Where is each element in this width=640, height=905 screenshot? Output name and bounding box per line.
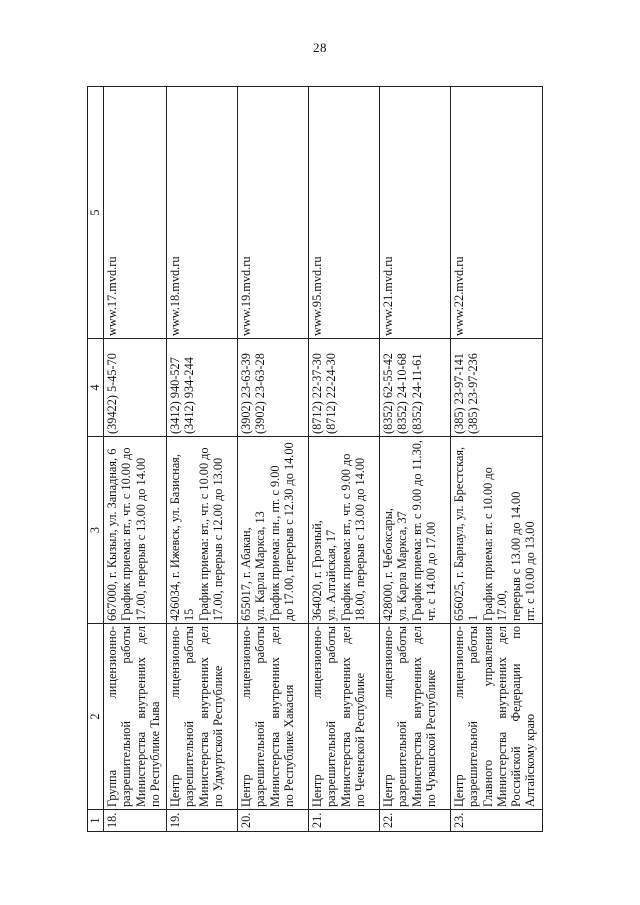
row-number-cell <box>309 810 380 832</box>
address-schedule-line: График приема: вт., чт. с 10.00 до <box>196 447 211 621</box>
header-col-3: 3 <box>88 437 104 624</box>
address-schedule-cell <box>104 437 167 624</box>
organization-name-line: Центр лицензионно- <box>381 626 395 807</box>
phone-number: (3412) 934-244 <box>182 357 197 434</box>
organization-name-line: Группа лицензионно- <box>105 626 119 807</box>
organization-name-line: Министерства внутренних дел <box>338 626 353 807</box>
address-schedule-line: 656025, г. Барнаул, ул. Брестская, 1 <box>452 446 481 621</box>
organization-name-line: разрешительной работы <box>395 626 410 807</box>
organization-name-line: Министерства внутренних дел <box>409 626 424 807</box>
organization-name-line: разрешительной работы <box>466 626 481 807</box>
phones-cell <box>451 339 543 437</box>
phone-number: (3902) 23-63-39 <box>239 353 253 434</box>
address-schedule-line: пт. с 10.00 до 13.00 <box>523 521 538 621</box>
organization-name-line: разрешительной работы <box>182 626 197 807</box>
website-text: www.19.mvd.ru <box>239 256 253 336</box>
website-text: www.17.mvd.ru <box>105 256 119 336</box>
address-schedule-line: 364020, г. Грозный, <box>310 520 324 621</box>
header-col-2: 2 <box>88 624 104 810</box>
row-number-cell <box>451 810 543 832</box>
address-schedule-cell <box>238 437 309 624</box>
table-row <box>451 87 543 832</box>
phone-number: (3902) 23-63-28 <box>253 353 268 434</box>
address-schedule-cell <box>380 437 451 624</box>
address-schedule-line: 426034, г. Ижевск, ул. Базисная, 15 <box>168 454 197 621</box>
row-number-cell <box>104 810 167 832</box>
phone-number: (8352) 24-11-61 <box>409 353 424 434</box>
row-number: 22. <box>381 812 395 828</box>
organization-name-line: по Чувашской Республике <box>423 669 438 807</box>
address-schedule-cell <box>451 437 543 624</box>
table-body <box>104 87 543 832</box>
address-schedule-line: перерыв с 13.00 до 14.00 <box>509 491 524 621</box>
row-number: 21. <box>310 812 324 828</box>
row-number-cell <box>380 810 451 832</box>
address-schedule-line: чт. с 14.00 до 17.00 <box>423 521 438 621</box>
organization-name-line: Российской Федерации по <box>509 626 524 807</box>
address-schedule-line: ул. Алтайская, 17 <box>324 529 339 621</box>
table-row <box>309 87 380 832</box>
phones-cell <box>238 339 309 437</box>
row-number: 20. <box>239 812 253 828</box>
licensing-centers-table <box>87 86 543 832</box>
organization-name-line: по Республике Хакасия <box>281 684 296 807</box>
organization-name-line: Главного управления <box>480 626 495 807</box>
address-schedule-line: График приема: вт. с 10.00 до 17.00, <box>480 467 509 621</box>
page-number: 28 <box>313 40 327 55</box>
phones-cell <box>167 339 238 437</box>
organization-name-line: Центр лицензионно- <box>168 626 182 807</box>
address-schedule-line: до 17.00, перерыв с 12.30 до 14.00 <box>281 442 296 621</box>
address-schedule-line: ул. Карла Маркса, 37 <box>395 511 410 621</box>
header-col-1: 1 <box>88 810 104 832</box>
organization-name-cell <box>309 624 380 810</box>
address-schedule-line: 17.00, перерыв с 13.00 до 14.00 <box>133 457 148 621</box>
website-cell <box>104 87 167 339</box>
table-row <box>380 87 451 832</box>
organization-name-line: Министерства внутренних дел <box>133 626 148 807</box>
organization-name-cell <box>238 624 309 810</box>
header-col-4: 4 <box>88 339 104 437</box>
website-cell <box>167 87 238 339</box>
phone-number: (3412) 940-527 <box>168 357 182 434</box>
address-schedule-line: 428000, г. Чебоксары, <box>381 508 395 621</box>
address-schedule-line: 17.00, перерыв с 12.00 до 13.00 <box>210 457 225 621</box>
phones-cell <box>380 339 451 437</box>
address-schedule-line: 655017, г. Абакан, <box>239 527 253 621</box>
address-schedule-line: 18.00, перерыв с 13.00 до 14.00 <box>352 457 367 621</box>
organization-name-line: по Республике Тыва <box>147 701 162 807</box>
organization-name-line: по Чеченской Республике <box>352 672 367 807</box>
organization-name-line: по Удмуртской Республике <box>210 665 225 807</box>
website-text: www.95.mvd.ru <box>310 256 324 336</box>
organization-name-line: Центр лицензионно- <box>239 626 253 807</box>
phone-number: (8712) 22-37-30 <box>310 353 324 434</box>
address-schedule-line: График приема: вт. с 9.00 до 11.30, <box>409 440 424 621</box>
website-text: www.21.mvd.ru <box>381 256 395 336</box>
table-row <box>104 87 167 832</box>
organization-name-line: Министерства внутренних дел <box>267 626 282 807</box>
organization-name-line: Министерства внутренних дел <box>196 626 211 807</box>
phone-number: (385) 23-97-236 <box>466 353 481 434</box>
address-schedule-line: График приема: вт., чт. с 10.00 до <box>119 447 134 621</box>
header-row <box>88 87 104 832</box>
row-number: 23. <box>452 812 466 828</box>
phones-cell <box>309 339 380 437</box>
table-row <box>238 87 309 832</box>
address-schedule-line: 667000, г. Кызыл, ул. Западная, 6 <box>105 448 119 621</box>
address-schedule-line: График приема: пн., пт. с 9.00 <box>267 465 282 621</box>
phones-cell <box>104 339 167 437</box>
phone-number: (39422) 5-45-70 <box>105 353 119 434</box>
organization-name-line: Центр лицензионно- <box>452 626 466 807</box>
website-cell <box>451 87 543 339</box>
row-number-cell <box>167 810 238 832</box>
row-number: 19. <box>168 812 182 828</box>
website-cell <box>238 87 309 339</box>
organization-name-cell <box>380 624 451 810</box>
header-col-5: 5 <box>88 87 104 339</box>
phone-number: (8352) 24-10-68 <box>395 353 410 434</box>
address-schedule-cell <box>309 437 380 624</box>
website-text: www.18.mvd.ru <box>168 256 182 336</box>
address-schedule-line: График приема: вт., чт. с 9.00 до <box>338 453 353 621</box>
organization-name-line: Центр лицензионно- <box>310 626 324 807</box>
phone-number: (8352) 62-55-42 <box>381 353 395 434</box>
organization-name-line: разрешительной работы <box>253 626 268 807</box>
row-number: 18. <box>105 812 119 828</box>
organization-name-cell <box>451 624 543 810</box>
address-schedule-line: ул. Карла Маркса, 13 <box>253 511 268 621</box>
organization-name-line: Алтайскому краю <box>523 713 538 807</box>
website-cell <box>380 87 451 339</box>
organization-name-line: разрешительной работы <box>324 626 339 807</box>
phone-number: (385) 23-97-141 <box>452 353 466 434</box>
organization-name-cell <box>104 624 167 810</box>
row-number-cell <box>238 810 309 832</box>
table-row <box>167 87 238 832</box>
organization-name-line: разрешительной работы <box>119 626 134 807</box>
organization-name-line: Министерства внутренних дел <box>494 626 509 807</box>
organization-name-cell <box>167 624 238 810</box>
phone-number: (8712) 22-24-30 <box>324 353 339 434</box>
website-text: www.22.mvd.ru <box>452 256 466 336</box>
rotated-table-wrapper <box>87 87 538 832</box>
website-cell <box>309 87 380 339</box>
address-schedule-cell <box>167 437 238 624</box>
